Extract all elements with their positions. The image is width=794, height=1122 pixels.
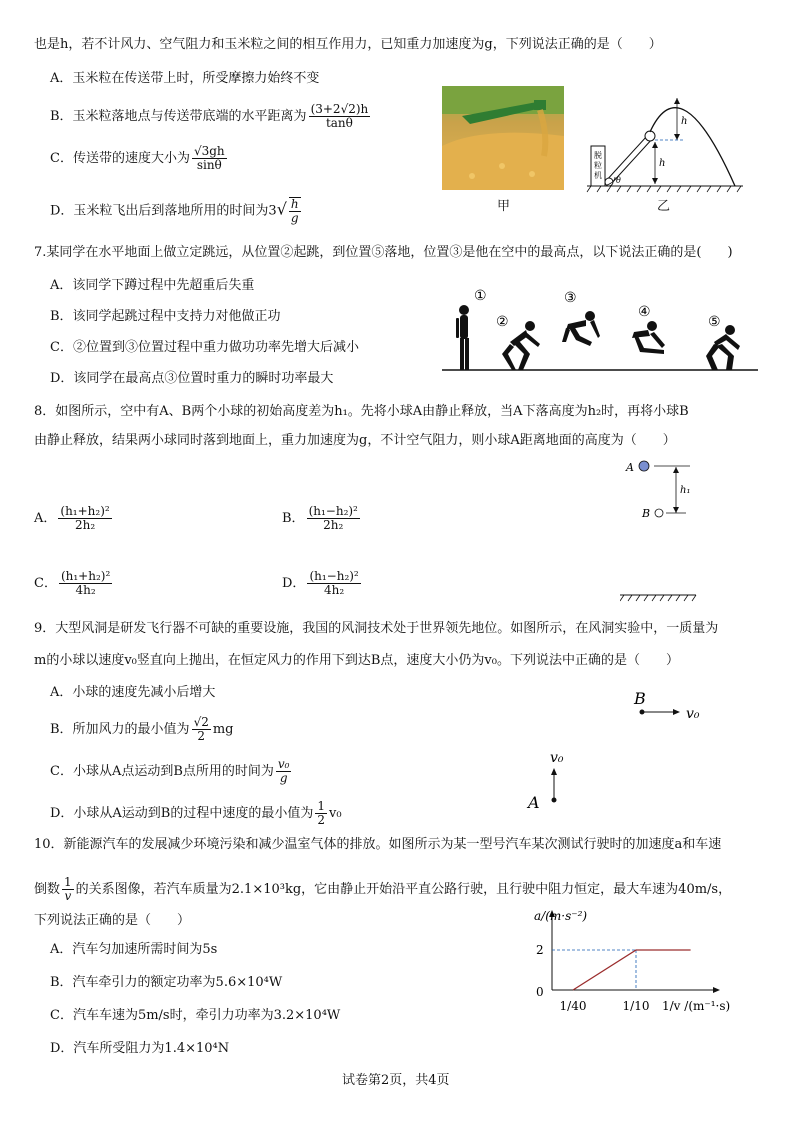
position-3-label: ③ [564,290,577,306]
position-2-label: ② [496,314,509,330]
point-b-label: B [634,689,646,708]
jumper-tuck-silhouette [632,321,665,354]
v0-horizontal-label: v₀ [686,706,700,722]
q10-option-b: B．汽车牵引力的额定功率为5.6×10⁴W [50,975,283,990]
ball-a-label: A [626,461,634,474]
box-label-2: 粒 [594,161,602,170]
q7-option-b: B．该同学起跳过程中支持力对他做正功 [50,309,281,324]
q10-option-d: D．汽车所受阻力为1.4×10⁴N [50,1041,230,1056]
fig-yi-label: 乙 [657,199,671,214]
q9-option-c: C．小球从A点运动到B点所用的时间为 $\frac{\text{v₀}}{g}$ [50,757,290,785]
q10-stem-line3: 下列说法正确的是（ ） [34,913,191,928]
q8-option-d: D． $\frac{\text{(h₁−h₂)²}}{\text{4h₂}}$ [282,569,359,597]
ball-b-label: B [642,507,651,520]
fig-h-upper: h [681,116,688,127]
q9-stem-line2: m的小球以速度v₀竖直向上抛出，在恒定风力的作用下到达B点，速度大小仍为v₀。下列说法中正确的是（ ） [34,653,679,668]
q6-option-c: C．传送带的速度大小为 $\frac{√3gh}{\sin\theta}$ [50,144,225,172]
position-5-label: ⑤ [708,314,721,330]
v0-vertical-label: v₀ [550,750,564,766]
q8-stem-line1: 8．如图所示，空中有A、B两个小球的初始高度差为h₁。先将小球A由静止释放，当A下落高度为h₂时，再将小球B [34,404,689,419]
theta-label: θ [616,176,621,185]
q8-option-c: C． $\frac{\text{(h₁+h₂)²}}{\text{4h₂}}$ [34,569,111,597]
ball-b [655,509,663,517]
q9-option-a: A．小球的速度先减小后增大 [50,685,216,700]
y-axis-label: a/(m·s⁻²) [534,909,588,923]
x-axis-label: 1/v /(m⁻¹·s) [662,999,731,1013]
y-tick-2: 2 [536,943,544,957]
q10-stem-line1: 10．新能源汽车的发展减少环境污染和减少温室气体的排放。如图所示为某一型号汽车某次测试行驶时的加速度a和车速 [34,837,722,852]
q9-option-d: D．小球从A运动到B的过程中速度的最小值为 $\frac{1}{2}$ v₀ [50,799,342,827]
q7-option-d: D．该同学在最高点③位置时重力的瞬时功率最大 [50,371,334,386]
box-label-3: 机 [594,171,602,180]
h1-label: h₁ [680,485,691,496]
q10-option-a: A．汽车匀加速所需时间为5s [50,942,218,957]
q10-option-c: C．汽车车速为5m/s时，牵引力功率为3.2×10⁴W [50,1008,341,1023]
x-tick-1: 1/40 [559,999,587,1013]
acceleration-vs-inverse-speed-chart [520,902,740,1044]
fig-jia-label: 甲 [497,199,511,214]
origin-label: 0 [536,985,544,999]
long-jump-sequence [440,284,760,374]
q6-option-a: A．玉米粒在传送带上时，所受摩擦力始终不变 [50,71,320,86]
jumper-landing-silhouette [706,325,740,370]
fig-h-lower: h [659,158,666,169]
q9-option-b: B．所加风力的最小值为 $\frac{√2}{2}$ mg [50,715,234,743]
q8-option-a: A． $\frac{\text{(h₁+h₂)²}}{\text{2h₂}}$ [34,504,110,532]
point-a-label: A [528,793,540,812]
q9-stem-line1: 9．大型风洞是研发飞行器不可缺的重要设施，我国的风洞技术处于世界领先地位。如图所示，在风洞实验中，一质量为 [34,621,719,636]
q7-stem: 7.某同学在水平地面上做立定跳远，从位置②起跳，到位置⑤落地，位置③是他在空中的最高点，以下说法正确的是( ) [34,245,733,260]
q8-option-b: B． $\frac{\text{(h₁−h₂)²}}{\text{2h₂}}$ [282,504,358,532]
q7-option-a: A．该同学下蹲过程中先超重后失重 [50,278,255,293]
jumper-highest-point-silhouette [562,311,600,346]
x-tick-2: 1/10 [622,999,650,1013]
q6-option-b: B．玉米粒落地点与传送带底端的水平距离为 $\frac{(3+2√2)h}{\tan\theta}$ [50,102,369,130]
series-line [573,950,691,990]
q6-option-d: D．玉米粒飞出后到落地所用的时间为3√ $\frac{h}{g}$ [50,197,299,225]
two-ball-height-diagram [620,455,704,605]
q8-stem-line2: 由静止释放，结果两小球同时落到地面上，重力加速度为g，不计空气阻力，则小球A距离地面的高度为（ ） [34,433,676,448]
q10-stem-line2: 倒数 $\frac{1}{v}$ 的关系图像，若汽车质量为2.1×10³kg，它由静止开始沿平直公路行驶，且行驶中阻力恒定，最大车速为40m/s， [34,875,732,903]
page-footer: 试卷第2页，共4页 [342,1073,450,1088]
q6-stem: 也是h，若不计风力、空气阻力和玉米粒之间的相互作用力，已知重力加速度为g，下列说法正确的是（ ） [34,37,662,52]
conveyor-parabola-diagram [585,84,745,196]
wind-tunnel-ball-diagram [520,682,720,812]
jumper-standing-silhouette [456,305,469,370]
box-label-1: 脱 [594,151,602,160]
corn-harvester-photo [442,86,564,190]
position-1-label: ① [474,288,487,304]
q7-option-c: C．②位置到③位置过程中重力做功功率先增大后减小 [50,340,359,355]
ball-a [639,461,649,471]
position-4-label: ④ [638,304,651,320]
